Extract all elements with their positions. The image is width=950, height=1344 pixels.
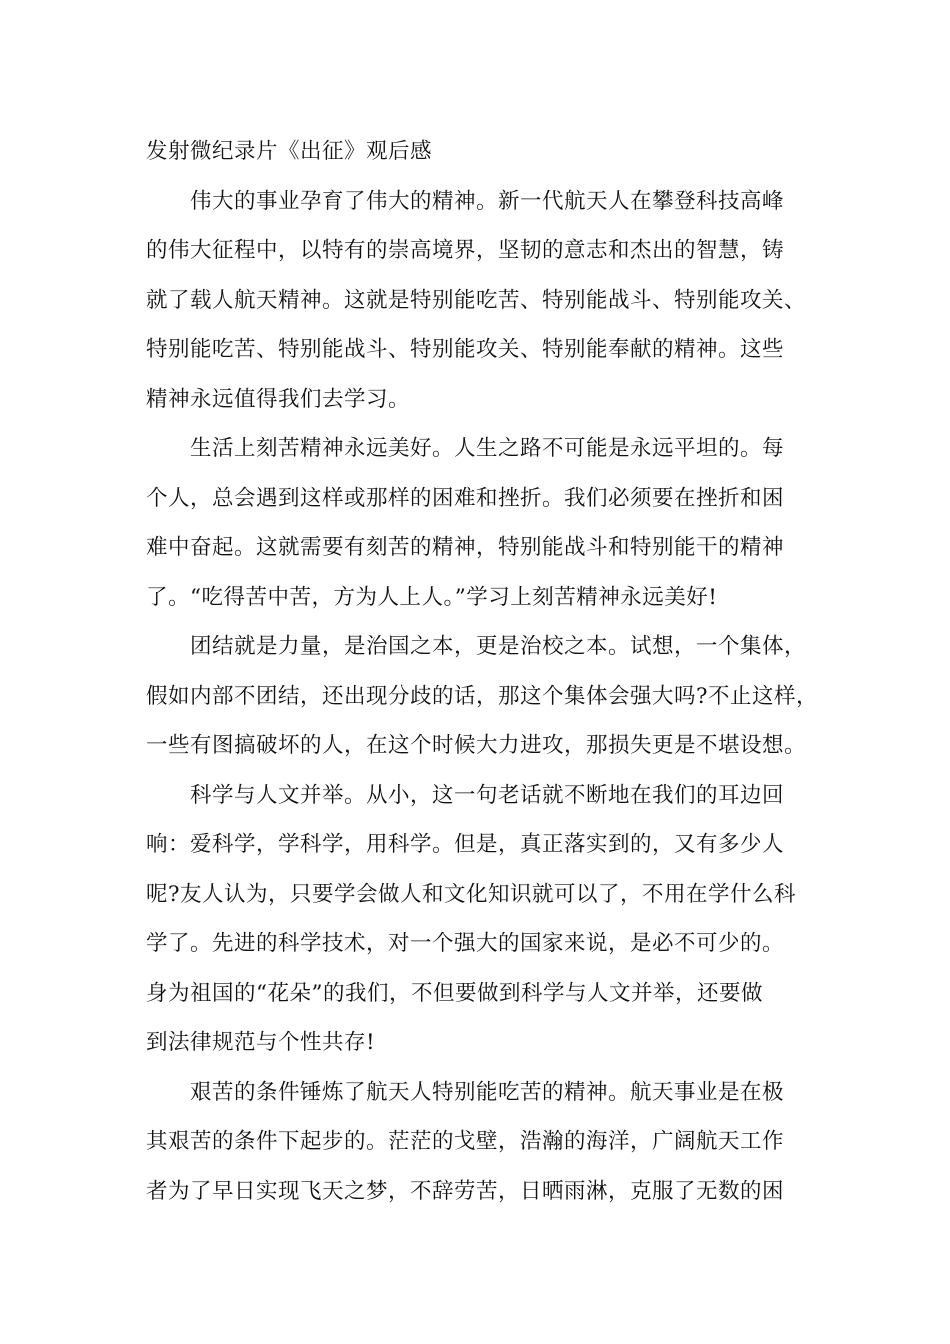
text-line: 个人，总会遇到这样或那样的困难和挫折。我们必须要在挫折和困 [146,486,785,511]
text-line: 一些有图搞破坏的人，在这个时候大力进攻，那损失更是不堪设想。 [146,733,807,758]
text-line: 响：爱科学，学科学，用科学。但是，真正落实到的，又有多少人 [146,832,785,857]
text-line: 就了载人航天精神。这就是特别能吃苦、特别能战斗、特别能攻关、 [146,288,807,313]
text-line: 团结就是力量，是治国之本，更是治校之本。试想，一个集体， [146,634,807,659]
text-line: 生活上刻苦精神永远美好。人生之路不可能是永远平坦的。每 [146,436,785,461]
text-line: 身为祖国的“花朵”的我们，不但要做到科学与人文并举，还要做 [146,981,763,1006]
text-line: 艰苦的条件锤炼了航天人特别能吃苦的精神。航天事业是在极 [146,1080,785,1105]
text-line: 难中奋起。这就需要有刻苦的精神，特别能战斗和特别能干的精神 [146,535,785,560]
text-line: 精神永远值得我们去学习。 [146,387,411,412]
text-line: 伟大的事业孕育了伟大的精神。新一代航天人在攀登科技高峰 [146,189,785,214]
text-line: 假如内部不团结，还出现分歧的话，那这个集体会强大吗?不止这样， [146,684,819,709]
document-title: 发射微纪录片《出征》观后感 [146,139,433,164]
text-line: 者为了早日实现飞天之梦，不辞劳苦，日晒雨淋，克服了无数的困 [146,1179,785,1204]
text-line: 呢?友人认为，只要学会做人和文化知识就可以了，不用在学什么科 [146,882,797,907]
text-line: 学了。先进的科学技术，对一个强大的国家来说，是必不可少的。 [146,931,785,956]
text-line: 其艰苦的条件下起步的。茫茫的戈壁，浩瀚的海洋，广阔航天工作 [146,1129,785,1154]
text-line: 科学与人文并举。从小，这一句老话就不断地在我们的耳边回 [146,783,785,808]
text-line: 到法律规范与个性共存! [146,1030,376,1055]
text-line: 了。“吃得苦中苦，方为人上人。”学习上刻苦精神永远美好! [146,585,718,610]
text-line: 的伟大征程中，以特有的崇高境界，坚韧的意志和杰出的智慧，铸 [146,238,785,263]
text-line: 特别能吃苦、特别能战斗、特别能攻关、特别能奉献的精神。这些 [146,337,785,362]
